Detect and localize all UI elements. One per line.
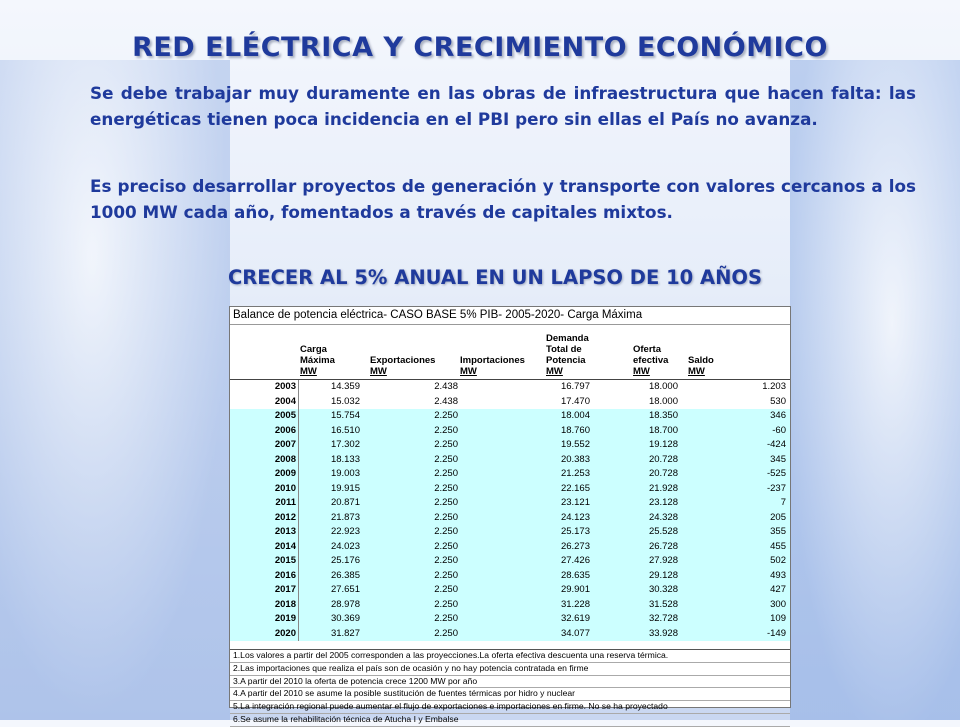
cell-exp: 2.250	[434, 511, 458, 523]
cell-exp: 2.438	[434, 381, 458, 392]
cell-oferta: 18.000	[648, 381, 678, 392]
cell-oferta: 25.528	[648, 526, 678, 537]
header-saldo	[688, 355, 714, 377]
cell-year: 2019	[274, 613, 296, 624]
slide-subtitle: CRECER AL 5% ANUAL EN UN LAPSO DE 10 AÑOS	[227, 266, 763, 289]
cell-demanda: 18.004	[560, 410, 590, 421]
cell-carga: 21.873	[330, 511, 360, 523]
cell-demanda: 29.901	[560, 584, 590, 595]
cell-exp: 2.250	[434, 598, 458, 610]
background-right-panel	[790, 60, 960, 720]
header-line: efectiva	[633, 355, 669, 366]
cell-saldo: 427	[770, 584, 786, 595]
cell-carga: 31.827	[330, 627, 360, 639]
cell-exp: 2.250	[434, 540, 458, 552]
header-carga-maxima	[300, 344, 335, 377]
cell-year: 2012	[274, 511, 296, 523]
header-line: Máxima	[300, 355, 335, 366]
cell-demanda: 31.228	[560, 598, 590, 610]
cell-carga: 26.385	[330, 569, 360, 581]
cell-year: 2005	[274, 410, 296, 421]
cell-carga: 22.923	[330, 526, 360, 537]
cell-carga: 15.032	[330, 395, 360, 407]
cell-saldo: -237	[766, 482, 786, 494]
cell-oferta: 27.928	[648, 555, 678, 566]
cell-saldo: -149	[766, 627, 786, 639]
cell-carga: 18.133	[330, 453, 360, 465]
cell-saldo: 493	[770, 569, 786, 581]
table-row	[230, 612, 790, 627]
cell-saldo: 109	[770, 613, 786, 624]
cell-carga: 14.359	[330, 381, 360, 392]
cell-saldo: 300	[770, 598, 786, 610]
cell-demanda: 27.426	[560, 555, 590, 566]
header-line: Saldo	[688, 355, 714, 366]
table-title: Balance de potencia eléctrica- CASO BASE 5% PIB- 2005-2020- Carga Máxima	[230, 307, 790, 325]
cell-year: 2007	[274, 439, 296, 450]
cell-oferta: 24.328	[648, 511, 678, 523]
cell-exp: 2.250	[434, 526, 458, 537]
cell-year: 2006	[274, 424, 296, 436]
table-note: 1.Los valores a partir del 2005 corresponden a las proyecciones.La oferta efectiva descuenta una reserva térmica.	[230, 650, 790, 663]
cell-year: 2009	[274, 468, 296, 479]
cell-demanda: 34.077	[560, 627, 590, 639]
cell-exp: 2.250	[434, 453, 458, 465]
cell-saldo: -525	[766, 468, 786, 479]
slide-title: RED ELÉCTRICA Y CRECIMIENTO ECONÓMICO	[132, 32, 828, 63]
table-row	[230, 467, 790, 482]
cell-demanda: 20.383	[560, 453, 590, 465]
cell-year: 2011	[275, 497, 296, 508]
cell-demanda: 21.253	[560, 468, 590, 479]
cell-demanda: 28.635	[560, 569, 590, 581]
cell-exp: 2.250	[434, 627, 458, 639]
cell-oferta: 19.128	[648, 439, 678, 450]
cell-demanda: 25.173	[560, 526, 590, 537]
cell-saldo: 345	[770, 453, 786, 465]
cell-oferta: 18.700	[648, 424, 678, 436]
cell-demanda: 24.123	[560, 511, 590, 523]
table-row	[230, 453, 790, 468]
cell-year: 2004	[274, 395, 296, 407]
cell-carga: 30.369	[330, 613, 360, 624]
cell-year: 2016	[274, 569, 296, 581]
table-row	[230, 627, 790, 642]
table-note: 2.Las importaciones que realiza el país son de ocasión y no hay potencia contratada en firme	[230, 663, 790, 676]
cell-saldo: 1.203	[762, 381, 786, 392]
cell-oferta: 32.728	[648, 613, 678, 624]
table-row	[230, 569, 790, 584]
cell-oferta: 21.928	[648, 482, 678, 494]
cell-demanda: 18.760	[560, 424, 590, 436]
table-note: 5.La integración regional puede aumentar el flujo de exportaciones e importaciones en firme. No se ha proyectado	[230, 701, 790, 714]
table-row	[230, 424, 790, 439]
header-line: Potencia	[546, 355, 586, 366]
table-row	[230, 496, 790, 511]
cell-exp: 2.250	[434, 439, 458, 450]
header-line: Carga	[300, 344, 327, 355]
cell-year: 2015	[274, 555, 296, 566]
header-unit: MW	[300, 366, 317, 377]
cell-demanda: 32.619	[560, 613, 590, 624]
cell-exp: 2.250	[434, 613, 458, 624]
cell-year: 2018	[274, 598, 296, 610]
cell-year: 2013	[274, 526, 296, 537]
header-exportaciones	[370, 355, 435, 377]
cell-saldo: -424	[766, 439, 786, 450]
cell-demanda: 17.470	[560, 395, 590, 407]
cell-year: 2010	[274, 482, 296, 494]
table-row	[230, 380, 790, 395]
cell-saldo: 455	[770, 540, 786, 552]
table-row	[230, 583, 790, 598]
cell-carga: 16.510	[330, 424, 360, 436]
cell-exp: 2.250	[434, 569, 458, 581]
header-unit: MW	[633, 366, 650, 377]
header-unit: MW	[370, 366, 387, 377]
header-line: Importaciones	[460, 355, 525, 366]
table-row	[230, 438, 790, 453]
table-body	[230, 380, 790, 641]
paragraph-infraestructura: Se debe trabajar muy duramente en las obras de infraestructura que hacen falta: las energéticas tienen poca incidencia en el PBI pero sin ellas el País no avanza.	[90, 83, 916, 129]
cell-exp: 2.250	[434, 410, 458, 421]
table-row	[230, 395, 790, 410]
header-line: Demanda	[546, 333, 589, 344]
cell-demanda: 23.121	[560, 497, 590, 508]
cell-oferta: 29.128	[648, 569, 678, 581]
table-row	[230, 554, 790, 569]
table-notes	[230, 649, 790, 727]
cell-carga: 28.978	[330, 598, 360, 610]
cell-exp: 2.250	[434, 584, 458, 595]
cell-saldo: 355	[770, 526, 786, 537]
header-importaciones	[460, 355, 525, 377]
header-unit: MW	[688, 366, 705, 377]
header-line: Oferta	[633, 344, 661, 355]
table-note: 6.Se asume la rehabilitación técnica de Atucha I y Embalse	[230, 714, 790, 727]
header-demanda-total	[546, 333, 589, 377]
cell-year: 2017	[274, 584, 296, 595]
cell-carga: 25.176	[330, 555, 360, 566]
cell-exp: 2.438	[434, 395, 458, 407]
cell-carga: 19.003	[330, 468, 360, 479]
cell-year: 2008	[274, 453, 296, 465]
table-row	[230, 482, 790, 497]
cell-saldo: 530	[770, 395, 786, 407]
table-row	[230, 409, 790, 424]
header-unit: MW	[460, 366, 477, 377]
cell-carga: 19.915	[330, 482, 360, 494]
year-column-divider	[298, 380, 299, 641]
cell-exp: 2.250	[434, 555, 458, 566]
cell-carga: 24.023	[330, 540, 360, 552]
cell-saldo: 346	[770, 410, 786, 421]
table-note: 4.A partir del 2010 se asume la posible sustitución de fuentes térmicas por hidro y nuclear	[230, 688, 790, 701]
cell-oferta: 31.528	[648, 598, 678, 610]
header-oferta-efectiva	[633, 344, 668, 377]
cell-carga: 27.651	[330, 584, 360, 595]
cell-carga: 15.754	[330, 410, 360, 421]
cell-year: 2020	[274, 627, 296, 639]
cell-oferta: 18.000	[648, 395, 678, 407]
cell-oferta: 23.128	[648, 497, 678, 508]
cell-demanda: 16.797	[560, 381, 590, 392]
cell-exp: 2.250	[434, 482, 458, 494]
cell-exp: 2.250	[434, 468, 458, 479]
cell-oferta: 33.928	[648, 627, 678, 639]
cell-demanda: 26.273	[560, 540, 590, 552]
cell-year: 2014	[274, 540, 296, 552]
cell-oferta: 20.728	[648, 468, 678, 479]
table-row	[230, 540, 790, 555]
table-note: 3.A partir del 2010 la oferta de potencia crece 1200 MW por año	[230, 676, 790, 689]
header-line: Exportaciones	[370, 355, 436, 366]
cell-year: 2003	[274, 381, 296, 392]
cell-oferta: 26.728	[648, 540, 678, 552]
header-line: Total de	[546, 344, 582, 355]
paragraph-proyectos: Es preciso desarrollar proyectos de generación y transporte con valores cercanos a los 1000 MW cada año, fomentados a través de capitales mixtos.	[90, 176, 916, 222]
cell-oferta: 20.728	[648, 453, 678, 465]
cell-oferta: 18.350	[648, 410, 678, 421]
cell-carga: 17.302	[330, 439, 360, 450]
cell-demanda: 19.552	[560, 439, 590, 450]
cell-saldo: 7	[780, 497, 786, 508]
cell-saldo: -60	[772, 424, 786, 436]
table-row	[230, 598, 790, 613]
cell-carga: 20.871	[330, 497, 360, 508]
background-left-panel	[0, 60, 230, 720]
cell-saldo: 205	[770, 511, 786, 523]
cell-oferta: 30.328	[648, 584, 678, 595]
header-unit: MW	[546, 366, 563, 377]
cell-exp: 2.250	[434, 497, 458, 508]
power-balance-table	[229, 306, 791, 724]
cell-exp: 2.250	[434, 424, 458, 436]
table-row	[230, 525, 790, 540]
table-row	[230, 511, 790, 526]
cell-saldo: 502	[770, 555, 786, 566]
cell-demanda: 22.165	[560, 482, 590, 494]
table-header	[230, 325, 790, 380]
